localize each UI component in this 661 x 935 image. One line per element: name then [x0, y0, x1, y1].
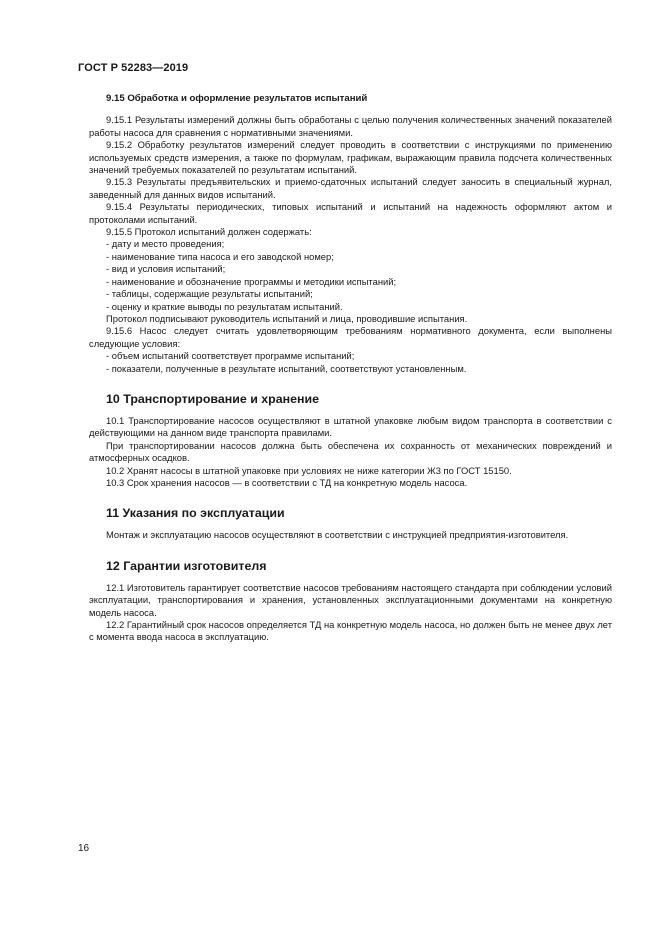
list-item: - объем испытаний соответствует программе испытаний;	[106, 350, 355, 362]
page-number: 16	[78, 843, 90, 854]
section-11-title: 11 Указания по эксплуатации	[106, 506, 285, 521]
list-item: - таблицы, содержащие результаты испытаний;	[106, 288, 313, 300]
paragraph-9-15-6: 9.15.6 Насос следует считать удовлетворяющим требованиям нормативного документа, если выполнены следующие условия:	[89, 325, 612, 349]
paragraph-10-3: 10.3 Срок хранения насосов — в соответствии с ТД на конкретную модель насоса.	[106, 476, 468, 488]
list-item: - наименование типа насоса и его заводской номер;	[106, 250, 334, 262]
section-9-15-title: 9.15 Обработка и оформление результатов испытаний	[106, 93, 368, 104]
paragraph-9-15-4: 9.15.4 Результаты периодических, типовых испытаний и испытаний на надежность оформляют актом и протоколами испытаний.	[89, 201, 612, 225]
document-code: ГОСТ Р 52283—2019	[78, 62, 189, 74]
paragraph-protocol-signed: Протокол подписывают руководитель испытаний и лица, проводившие испытания.	[106, 312, 468, 324]
paragraph-9-15-1: 9.15.1 Результаты измерений должны быть обработаны с целью получения количественных значений показателей работы насоса для сравнения с нормативными значениями.	[89, 114, 612, 138]
section-12-title: 12 Гарантии изготовителя	[106, 558, 267, 573]
list-item: - показатели, полученные в результате испытаний, соответствуют установленным.	[106, 362, 467, 374]
paragraph-9-15-3: 9.15.3 Результаты предъявительских и приемо-сдаточных испытаний следует заносить в специальный журнал, заведенный для данных видов испытаний.	[89, 176, 612, 200]
list-item: - наименование и обозначение программы и методики испытаний;	[106, 275, 397, 287]
paragraph-12-1: 12.1 Изготовитель гарантирует соответствие насосов требованиям настоящего стандарта при соблюдении условий эксплуатации, транспортирования и хранения, установленных эксплуатационными документами на конкретную модель насоса.	[89, 581, 612, 618]
paragraph-9-15-5: 9.15.5 Протокол испытаний должен содержать:	[106, 226, 312, 238]
page-content	[89, 93, 612, 644]
paragraph-10-1-cont: При транспортировании насосов должна быть обеспечена их сохранность от механических повреждений и атмосферных осадков.	[89, 439, 612, 464]
paragraph-9-15-2: 9.15.2 Обработку результатов измерений следует проводить в соответствии с инструкциями по применению используемых средств измерения, а также по формулам, графикам, выражающим правила подсчета количественных значений требуемых показателей по результатам испытаний.	[89, 139, 612, 176]
list-item: - дату и место проведения;	[106, 238, 225, 250]
list-item: - вид и условия испытаний;	[106, 263, 226, 275]
list-item: - оценку и краткие выводы по результатам испытаний.	[106, 300, 343, 312]
paragraph-10-1: 10.1 Транспортирование насосов осуществляют в штатной упаковке любым видом транспорта в соответствии с действующими на данном виде транспорта правилами.	[89, 414, 612, 439]
paragraph-12-2: 12.2 Гарантийный срок насосов определяется ТД на конкретную модель насоса, но должен быть не менее двух лет с момента ввода насоса в эксплуатацию.	[89, 619, 612, 643]
paragraph-11: Монтаж и эксплуатацию насосов осуществляют в соответствии с инструкцией предприятия-изготовителя.	[106, 529, 569, 541]
paragraph-10-2: 10.2 Хранят насосы в штатной упаковке при условиях не ниже категории Ж3 по ГОСТ 15150.	[106, 464, 512, 476]
section-10-title: 10 Транспортирование и хранение	[106, 391, 319, 406]
